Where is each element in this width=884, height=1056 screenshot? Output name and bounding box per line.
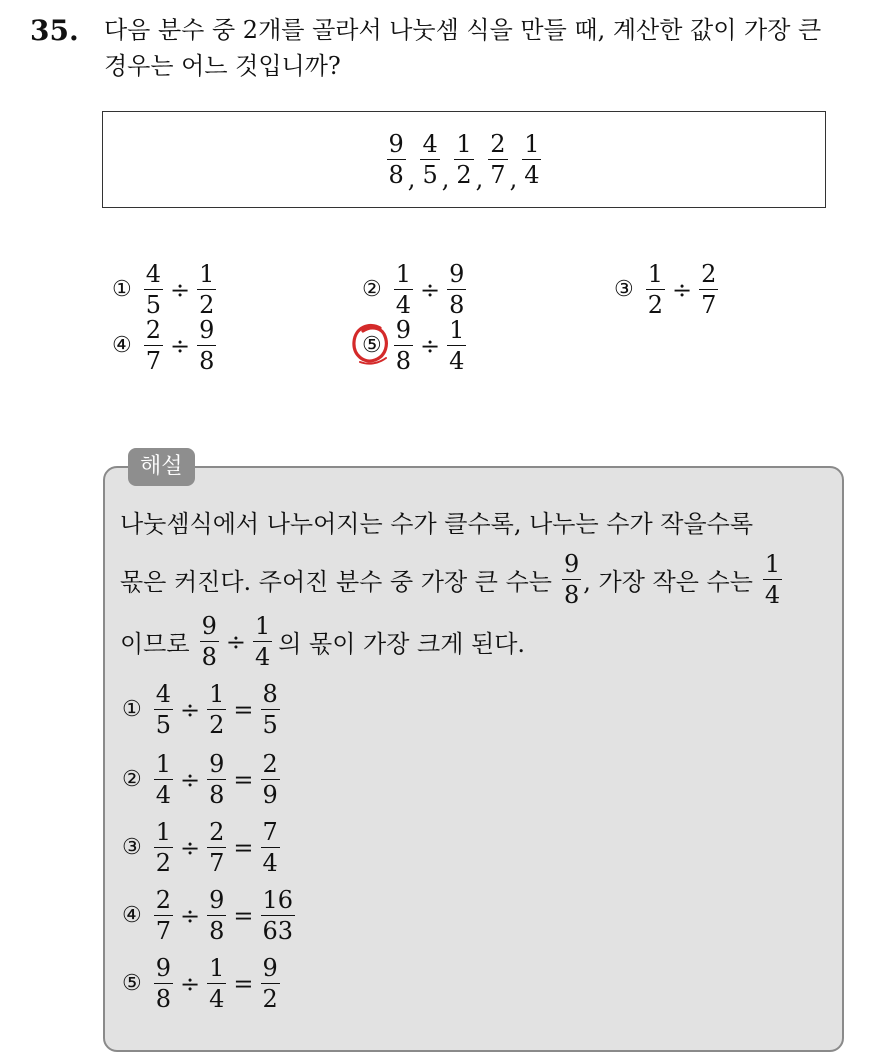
- given-fractions-box: $\frac{9}{8}$ , $\frac{4}{5}$ , $\frac{1}{2}$ , $\frac{2}{7}$ , $\frac{1}{4}$: [102, 111, 826, 208]
- given-fraction: $\frac{1}{4}$: [524, 130, 540, 189]
- explanation-line1: 나눗셈식에서 나누어지는 수가 클수록, 나누는 수가 작을수록: [120, 510, 754, 538]
- answer-circle-mark: [350, 322, 392, 366]
- equation-2: ② $\frac{1}{4}$ ÷ $\frac{9}{8}$ = $\frac{2}{9}$: [122, 750, 278, 809]
- explanation-label: 해설: [128, 448, 195, 486]
- equation-4: ④ $\frac{2}{7}$ ÷ $\frac{9}{8}$ = $\frac{16}{63}$: [122, 886, 294, 945]
- given-fraction: $\frac{2}{7}$: [490, 130, 506, 189]
- explanation-line2: 몫은 커진다. 주어진 분수 중 가장 큰 수는 $\frac{9}{8}$ , 가장 작은 수는 $\frac{1}{4}$: [120, 550, 781, 609]
- question-text-line2: 경우는 어느 것입니까?: [104, 52, 341, 80]
- given-fraction: $\frac{1}{2}$: [456, 130, 472, 189]
- given-fraction: $\frac{4}{5}$: [422, 130, 438, 189]
- choice-2[interactable]: ② $\frac{1}{4}$ ÷ $\frac{9}{8}$: [362, 260, 465, 319]
- explanation-line3: 이므로 $\frac{9}{8}$ ÷ $\frac{1}{4}$ 의 몫이 가장 크게 된다.: [120, 612, 526, 671]
- choice-1[interactable]: ① $\frac{4}{5}$ ÷ $\frac{1}{2}$: [112, 260, 215, 319]
- question-number: 35.: [30, 14, 79, 47]
- equation-1: ① $\frac{4}{5}$ ÷ $\frac{1}{2}$ = $\frac{8}{5}$: [122, 680, 278, 739]
- given-fraction: $\frac{9}{8}$: [388, 130, 404, 189]
- question-text-line1: 다음 분수 중 2개를 골라서 나눗셈 식을 만들 때, 계산한 값이 가장 큰: [104, 16, 822, 44]
- choice-3[interactable]: ③ $\frac{1}{2}$ ÷ $\frac{2}{7}$: [614, 260, 717, 319]
- choice-5[interactable]: ⑤ $\frac{9}{8}$ ÷ $\frac{1}{4}$: [362, 316, 465, 375]
- equation-3: ③ $\frac{1}{2}$ ÷ $\frac{2}{7}$ = $\frac{7}{4}$: [122, 818, 278, 877]
- equation-5: ⑤ $\frac{9}{8}$ ÷ $\frac{1}{4}$ = $\frac{9}{2}$: [122, 954, 278, 1013]
- question-text: [104, 12, 874, 84]
- choice-4[interactable]: ④ $\frac{2}{7}$ ÷ $\frac{9}{8}$: [112, 316, 215, 375]
